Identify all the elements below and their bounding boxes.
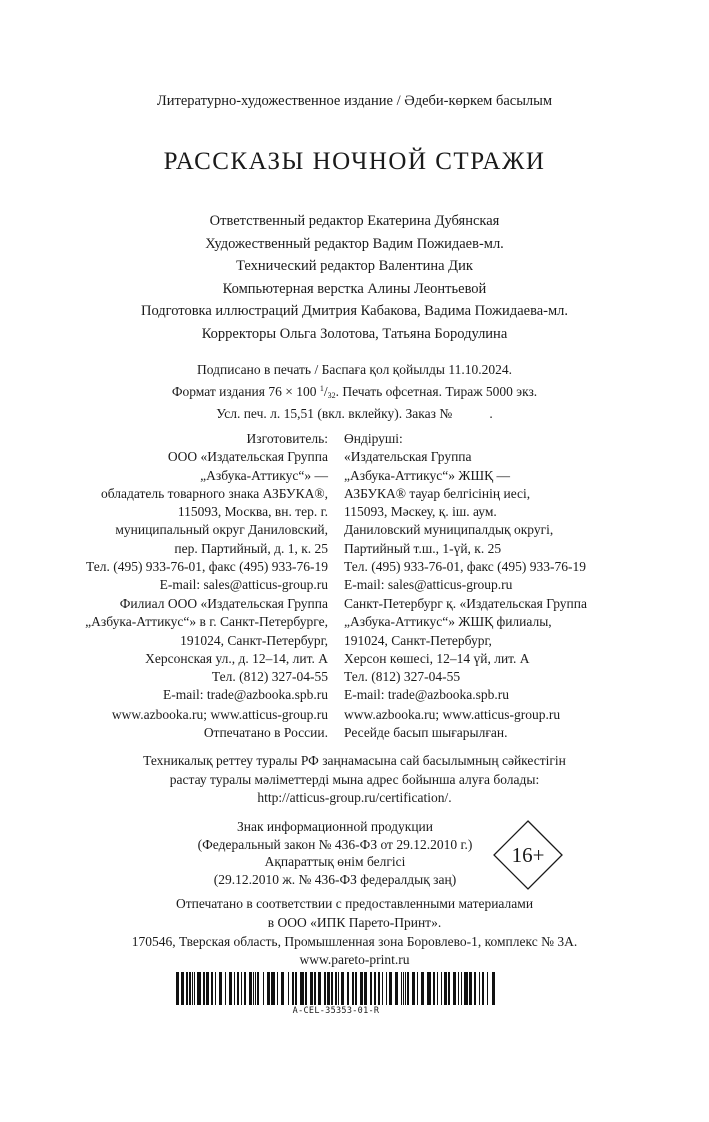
barcode-bar xyxy=(211,972,213,1005)
barcode-bar xyxy=(458,972,459,1005)
tech-line: растау туралы мәліметтерді мына адрес бойынша алуға болады: xyxy=(169,771,540,787)
barcode-bar xyxy=(194,972,195,1005)
manufacturer-ru-line: Изготовитель: xyxy=(246,431,328,446)
branch-ru-line: E-mail: trade@azbooka.spb.ru xyxy=(163,687,328,703)
web-ru-line: www.azbooka.ru; www.atticus-group.ru xyxy=(111,707,328,722)
barcode-bar xyxy=(374,972,376,1005)
format-suffix: . Печать офсетная. Тираж 5000 экз. xyxy=(335,383,538,399)
age-rating-badge xyxy=(493,820,563,890)
barcode-bar xyxy=(474,972,476,1005)
barcode-bar xyxy=(300,972,304,1005)
branch-kz-line: „Азбука-Аттикус“» ЖШҚ филиалы, xyxy=(344,614,552,630)
barcode-bar xyxy=(215,972,216,1005)
barcode-bar xyxy=(433,972,435,1005)
info-sign-line: Ақпараттық өнім белгісі xyxy=(264,854,406,869)
tech-line: http://atticus-group.ru/certification/. xyxy=(257,790,452,805)
barcode-bar xyxy=(241,972,242,1005)
web-kz-line: www.azbooka.ru; www.atticus-group.ru xyxy=(344,707,561,722)
branch-ru-line: Херсонская ул., д. 12–14, лит. А xyxy=(145,650,328,666)
book-title: РАССКАЗЫ НОЧНОЙ СТРАЖИ xyxy=(163,148,546,175)
credit-line: Технический редактор Валентина Дик xyxy=(236,258,473,275)
barcode-bar xyxy=(360,972,363,1005)
manufacturer-kz-line: E-mail: sales@atticus-group.ru xyxy=(344,577,513,593)
barcode-bar xyxy=(464,972,468,1005)
format-line xyxy=(0,380,709,406)
web-kz xyxy=(344,706,560,743)
barcode-bar xyxy=(355,972,357,1005)
barcode-bar xyxy=(437,972,438,1005)
credit-line: Компьютерная верстка Алины Леонтьевой xyxy=(222,280,487,297)
barcode-bar xyxy=(257,972,259,1005)
manufacturer-ru-line: ООО «Издательская Группа xyxy=(167,449,328,465)
barcode-bar xyxy=(318,972,321,1005)
barcode-bar xyxy=(338,972,339,1005)
barcode-bar xyxy=(395,972,398,1005)
info-sign-line: (29.12.2010 ж. № 436-ФЗ федералдық заң) xyxy=(213,871,457,887)
barcode-bar xyxy=(453,972,456,1005)
printed-line: www.pareto-print.ru xyxy=(299,952,410,968)
barcode-bar xyxy=(417,972,418,1005)
info-sign-line: Знак информационной продукции xyxy=(236,819,434,834)
web-kz-line: Ресейде басып шығарылған. xyxy=(344,725,508,741)
barcode-bar xyxy=(219,972,222,1005)
barcode-bar xyxy=(405,972,406,1005)
info-sign xyxy=(170,818,500,888)
branch-ru xyxy=(85,595,328,705)
manufacturer-kz-line: 115093, Мәскеу, қ. іш. аум. xyxy=(344,504,497,520)
barcode-bar xyxy=(412,972,415,1005)
format-prefix: Формат издания 76 × 100 xyxy=(171,383,320,399)
barcode-bar xyxy=(271,972,275,1005)
signed-line: Подписано в печать / Баспаға қол қойылды 11.10.2024. xyxy=(197,362,512,377)
manufacturer-ru-line: „Азбука-Аттикус“» — xyxy=(200,467,328,483)
barcode-bar xyxy=(314,972,316,1005)
barcode-bar xyxy=(331,972,333,1005)
manufacturer-ru-line: E-mail: sales@atticus-group.ru xyxy=(159,577,328,593)
printed-line: 170546, Тверская область, Промышленная зона Боровлево-1, комплекс № 3А. xyxy=(131,933,578,949)
genre-line: Литературно-художественное издание / Әдеби-көркем басылым xyxy=(156,93,553,109)
format-denominator: 32 xyxy=(327,390,336,400)
web-ru-line: Отпечатано в России. xyxy=(203,725,328,741)
web-ru xyxy=(112,706,328,743)
barcode-bar xyxy=(427,972,431,1005)
branch-ru-line: 191024, Санкт-Петербург, xyxy=(180,632,328,648)
barcode-bar xyxy=(335,972,337,1005)
printed-line: Отпечатано в соответствии с предоставленными материалами xyxy=(175,896,534,911)
barcode-bar xyxy=(244,972,246,1005)
barcode-bar xyxy=(206,972,209,1005)
manufacturer-kz xyxy=(344,430,586,595)
barcode-bar xyxy=(267,972,270,1005)
manufacturer-ru xyxy=(86,430,328,595)
barcode-bar xyxy=(389,972,392,1005)
barcode-bar xyxy=(386,972,387,1005)
tech-regulation xyxy=(0,752,709,808)
manufacturer-ru-line: пер. Партийный, д. 1, к. 25 xyxy=(174,540,328,556)
barcode-bar xyxy=(324,972,326,1005)
age-rating-label: 16+ xyxy=(511,843,545,867)
barcode-bar xyxy=(479,972,480,1005)
branch-kz xyxy=(344,595,587,705)
barcode-bar xyxy=(197,972,201,1005)
barcode-bar xyxy=(310,972,313,1005)
barcode xyxy=(176,972,496,1005)
barcode-bar xyxy=(281,972,284,1005)
barcode-bar xyxy=(181,972,184,1005)
branch-ru-line: Филиал ООО «Издательская Группа xyxy=(119,596,328,611)
credit-line: Ответственный редактор Екатерина Дубянская xyxy=(209,213,500,229)
credit-line: Корректоры Ольга Золотова, Татьяна Бородулина xyxy=(201,325,508,342)
manufacturer-kz-line: „Азбука-Аттикус“» ЖШҚ — xyxy=(344,467,510,483)
barcode-bar xyxy=(461,972,462,1005)
barcode-bar xyxy=(234,972,235,1005)
barcode-bar xyxy=(229,972,232,1005)
manufacturer-ru-line: 115093, Москва, вн. тер. г. xyxy=(177,504,328,520)
barcode-bar xyxy=(203,972,205,1005)
printed-by xyxy=(0,895,709,970)
barcode-bar xyxy=(401,972,402,1005)
manufacturer-ru-line: Тел. (495) 933-76-01, факс (495) 933-76-19 xyxy=(85,559,328,575)
barcode-code: A-CEL-35353-01-R xyxy=(292,1006,380,1016)
barcode-bar xyxy=(347,972,349,1005)
manufacturer-kz-line: Өндіруші: xyxy=(344,431,403,446)
manufacturer-kz-line: Тел. (495) 933-76-01, факс (495) 933-76-19 xyxy=(344,559,587,575)
branch-kz-line: Херсон көшесі, 12–14 үй, лит. А xyxy=(344,650,530,666)
barcode-bar xyxy=(378,972,380,1005)
barcode-bar xyxy=(441,972,442,1005)
barcode-bar xyxy=(237,972,239,1005)
manufacturer-kz-line: «Издательская Группа xyxy=(344,449,472,465)
branch-ru-line: Тел. (812) 327-04-55 xyxy=(211,669,328,685)
barcode-bar xyxy=(492,972,495,1005)
branch-kz-line: E-mail: trade@azbooka.spb.ru xyxy=(344,687,509,703)
barcode-bar xyxy=(352,972,354,1005)
barcode-bar xyxy=(482,972,484,1005)
tech-line: Техникалық реттеу туралы РФ заңнамасына сай басылымның сәйкестігін xyxy=(143,753,566,768)
branch-ru-line: „Азбука-Аттикус“» в г. Санкт-Петербурге, xyxy=(85,614,328,630)
printed-line: в ООО «ИПК Парето-Принт». xyxy=(267,914,442,930)
format-numerator: 1 xyxy=(319,383,324,393)
branch-kz-line: Санкт-Петербург қ. «Издательская Группа xyxy=(344,596,587,611)
barcode-bar xyxy=(487,972,488,1005)
barcode-bar xyxy=(364,972,367,1005)
manufacturer-ru-line: муниципальный округ Даниловский, xyxy=(115,522,328,538)
info-sign-line: (Федеральный закон № 436-ФЗ от 29.12.2010 г.) xyxy=(197,836,473,852)
branch-kz-line: Тел. (812) 327-04-55 xyxy=(344,669,461,685)
credits-block xyxy=(0,210,709,346)
barcode-bar xyxy=(341,972,344,1005)
barcode-bar xyxy=(186,972,188,1005)
barcode-bar xyxy=(403,972,404,1005)
manufacturer-kz-line: Даниловский муниципалдық округі, xyxy=(344,522,554,538)
barcode-bar xyxy=(448,972,450,1005)
barcode-bar xyxy=(192,972,193,1005)
barcode-bar xyxy=(255,972,256,1005)
barcode-bar xyxy=(288,972,289,1005)
credit-line: Подготовка иллюстраций Дмитрия Кабакова, Вадима Пожидаева-мл. xyxy=(140,303,569,320)
barcode-bar xyxy=(382,972,383,1005)
barcode-bar xyxy=(249,972,252,1005)
barcode-bar xyxy=(295,972,297,1005)
barcode-bar xyxy=(292,972,294,1005)
barcode-bar xyxy=(421,972,424,1005)
barcode-bar xyxy=(263,972,264,1005)
barcode-bar xyxy=(327,972,330,1005)
manufacturer-ru-line: обладатель товарного знака АЗБУКА®, xyxy=(100,485,328,501)
barcode-bar xyxy=(305,972,307,1005)
barcode-bar xyxy=(253,972,254,1005)
manufacturer-kz-line: АЗБУКА® тауар белгісінің иесі, xyxy=(344,485,531,501)
barcode-bar xyxy=(370,972,372,1005)
barcode-bar xyxy=(189,972,191,1005)
barcode-bar xyxy=(277,972,278,1005)
barcode-bar xyxy=(176,972,179,1005)
format-slash: / xyxy=(323,383,328,399)
print-info xyxy=(0,361,709,424)
sheets-line: Усл. печ. л. 15,51 (вкл. вклейку). Заказ № . xyxy=(216,406,493,421)
credit-line: Художественный редактор Вадим Пожидаев-мл. xyxy=(205,235,504,252)
barcode-bar xyxy=(469,972,472,1005)
barcode-bar xyxy=(407,972,409,1005)
barcode-bar xyxy=(225,972,226,1005)
barcode-bar xyxy=(444,972,447,1005)
manufacturer-kz-line: Партийный т.ш., 1-үй, к. 25 xyxy=(344,540,502,556)
branch-kz-line: 191024, Санкт-Петербург, xyxy=(344,632,492,648)
